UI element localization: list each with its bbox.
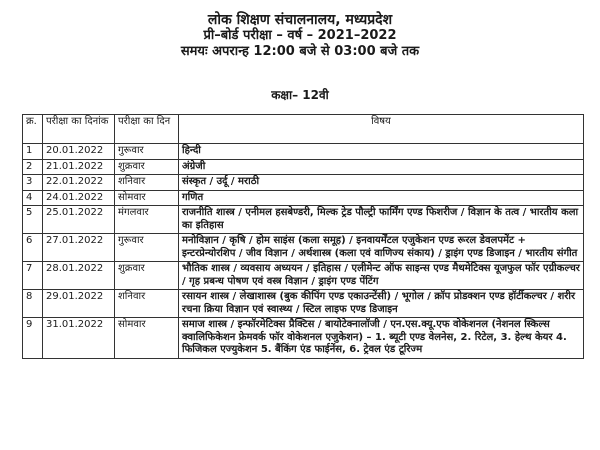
column-header-date: परीक्षा का दिनांक [43,115,115,144]
exam-time: समयः अपरान्ह 12:00 बजे से 03:00 बजे तक [180,44,420,59]
table-header-row [23,115,584,144]
table-row [23,206,584,234]
date-cell: 27.01.2022 [43,234,115,262]
column-header-subject: विषय [179,115,584,144]
column-header-day: परीक्षा का दिन [115,115,179,144]
day-cell: गुरूवार [115,234,179,262]
date-cell: 31.01.2022 [43,318,115,359]
subject-cell: समाज शास्त्र / इन्फॉरमेटिक्स प्रैक्टिस / बायोटेक्नालॉजी / एन.एस.क्यू.एफ वोकेशनल (नेशनल स्किल्स क्वालिफिकेशन फ्रेमवर्क फॉर वोकेशनल एजुकेशन) – 1. ब्यूटी एण्ड वेलनेस, 2. रिटेल, 3. हेल्थ केयर 4. फिजिकल एज्युकेशन 5. बैंकिंग एंड फाईनेंस, 6. ट्रेवल एंड टूरिज्म [179,318,584,359]
serial-cell: 4 [23,190,43,206]
day-cell: सोमवार [115,318,179,359]
table-row [23,234,584,262]
subject-cell: संस्कृत / उर्दू / मराठी [179,175,584,191]
table-row [23,318,584,359]
column-header-serial: क्र. [23,115,43,144]
date-cell: 28.01.2022 [43,262,115,290]
table-row [23,144,584,160]
table-row [23,190,584,206]
serial-cell: 2 [23,159,43,175]
subject-cell: गणित [179,190,584,206]
serial-cell: 7 [23,262,43,290]
date-cell: 25.01.2022 [43,206,115,234]
serial-cell: 5 [23,206,43,234]
day-cell: शनिवार [115,175,179,191]
document-header [0,12,600,60]
subject-cell: हिन्दी [179,144,584,160]
serial-cell: 6 [23,234,43,262]
subject-cell: राजनीति शास्त्र / एनीमल हसबेण्डरी, मिल्क ट्रेड पौल्ट्री फार्मिंग एण्ड फिशरीज / विज्ञान के तत्व / भारतीय कला का इतिहास [179,206,584,234]
day-cell: गुरूवार [115,144,179,160]
exam-schedule-table [22,114,584,359]
department-title: लोक शिक्षण संचालनालय, मध्यप्रदेश [207,12,393,28]
serial-cell: 3 [23,175,43,191]
date-cell: 20.01.2022 [43,144,115,160]
table-row [23,290,584,318]
serial-cell: 8 [23,290,43,318]
date-cell: 21.01.2022 [43,159,115,175]
date-cell: 24.01.2022 [43,190,115,206]
class-label: कक्षा– 12वी [271,88,329,102]
day-cell: शुक्रवार [115,262,179,290]
table-row [23,262,584,290]
date-cell: 29.01.2022 [43,290,115,318]
date-cell: 22.01.2022 [43,175,115,191]
table-row [23,175,584,191]
exam-title: प्री–बोर्ड परीक्षा – वर्ष – 2021–2022 [203,28,397,43]
subject-cell: भौतिक शास्त्र / व्यवसाय अध्ययन / इतिहास / एलीमेन्ट ऑफ साइन्स एण्ड मैथमेटिक्स यूजफुल फॉर एग्रीकल्चर / गृह प्रबन्ध पोषण एवं वस्त्र विज्ञान / ड्राइंग एण्ड पेंटिंग [179,262,584,290]
day-cell: सोमवार [115,190,179,206]
serial-cell: 1 [23,144,43,160]
subject-cell: अंग्रेजी [179,159,584,175]
table-row [23,159,584,175]
day-cell: शुक्रवार [115,159,179,175]
subject-cell: रसायन शास्त्र / लेखाशास्त्र (बुक कीपिंग एण्ड एकाउन्टेंसी) / भूगोल / क्रॉप प्रोडक्शन एण्ड हॉर्टीकल्चर / शरीर रचना क्रिया विज्ञान एवं स्वास्थ्य / स्टिल लाइफ एण्ड डिजाइन [179,290,584,318]
serial-cell: 9 [23,318,43,359]
subject-cell: मनोविज्ञान / कृषि / होम साइंस (कला समूह) / इनवायर्मेंटल एजुकेशन एण्ड रूरल डेवलपमेंट + इन्टरप्रेन्योरशिप / जीव विज्ञान / अर्थशास्त्र (कला एवं वाणिज्य संकाय) / ड्राइंग एण्ड डिजाइन / भारतीय संगीत [179,234,584,262]
day-cell: मंगलवार [115,206,179,234]
day-cell: शनिवार [115,290,179,318]
